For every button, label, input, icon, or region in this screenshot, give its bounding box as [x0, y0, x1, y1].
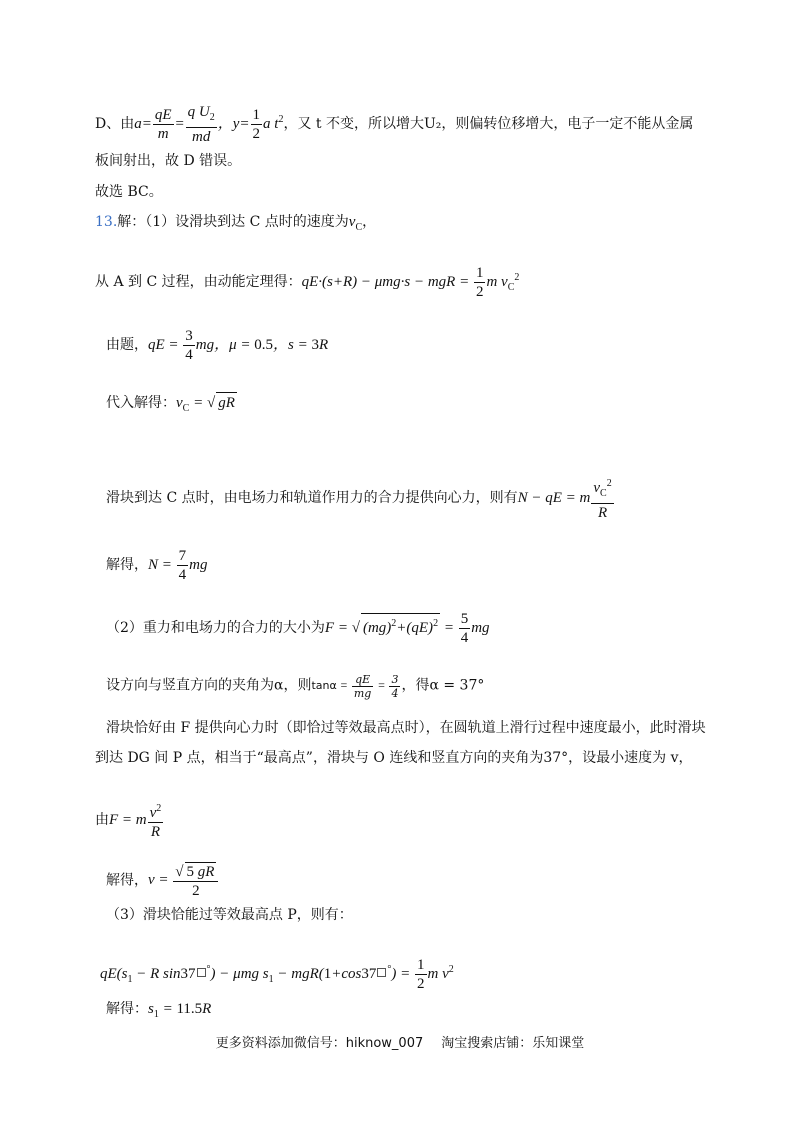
- formula-centripetal: F = m $\frac{v^2}{R}$: [109, 812, 164, 828]
- from-text: 由: [95, 811, 109, 828]
- footer-wechat: 更多资料添加微信号：hiknow_007: [215, 1036, 424, 1051]
- section-d-line1: [95, 103, 693, 146]
- part3-intro: （3）滑块恰能过等效最高点 P，则有：: [106, 907, 353, 923]
- question-number: 13.: [95, 214, 118, 230]
- solve3-text: 解得：: [106, 1001, 148, 1017]
- formula-energy: qE·(s+R) − μmg·s − mgR = $\frac{1}{2}$ m $v_C^2$: [301, 265, 520, 300]
- substitute-line: [106, 392, 237, 419]
- formula-given: qE = $\frac{3}{4}$ mg，μ = 0.5，s = 3R: [148, 328, 329, 363]
- part2-line: [106, 610, 490, 647]
- energy-eq-line: [100, 956, 454, 993]
- section-d-rest: ，又 t 不变，所以增大U₂，则偏转位移增大，电子一定不能从金属: [283, 115, 694, 132]
- formula-energy-p: $qE(s_1 - R$ sin37 °) − μmg $s_1 - mgR(1+\cos 37$ °) = $\frac{1}{2}$ m $v^2$: [100, 957, 454, 992]
- p-text-line1: 滑块恰好由 F 提供向心力时（即恰过等效最高点时），在圆轨道上滑行过程中速度最小，此时滑块: [106, 720, 706, 736]
- energy-theorem-line: [95, 264, 519, 301]
- formula-s1: $s_1 = 11.5R$: [148, 1001, 212, 1020]
- formula-n-result: N = $\frac{7}{4}$ mg: [148, 548, 208, 583]
- given-line: [106, 327, 328, 364]
- formula-acceleration: a= $\frac{qE}{m}$ = $\frac{q U_2}{md}$ ，y= $\frac{1}{2}$ a $t^2$: [134, 104, 284, 145]
- solve1-text: 解得，: [106, 556, 148, 573]
- from-line: [95, 800, 164, 841]
- footer-shop: 淘宝搜索店铺：乐知课堂: [441, 1036, 585, 1051]
- section-d-line2: 板间射出，故 D 错误。: [95, 153, 242, 169]
- angle-text: 设方向与竖直方向的夹角为α，则: [106, 677, 312, 694]
- q13-part1-intro: 13.解：（1）设滑块到达 C 点时的速度为$v_C$，: [95, 214, 377, 233]
- substitute-text: 代入解得：: [106, 395, 176, 411]
- part1-intro-text: 解：（1）设滑块到达 C 点时的速度为: [117, 214, 349, 230]
- solve1-line: [106, 547, 207, 584]
- part2-intro: （2）重力和电场力的合力的大小为: [106, 619, 325, 636]
- section-d-prefix: D、由: [95, 115, 135, 132]
- formula-resultant-force: F = √ (mg)$^2$+(qE)$^2$ = $\frac{5}{4}$ mg: [324, 611, 490, 646]
- section-d-conclusion: 故选 BC。: [95, 184, 163, 200]
- at-c-line: [106, 475, 615, 522]
- given-text: 由题，: [106, 336, 148, 353]
- p-text-line2: 到达 DG 间 P 点，相当于“最高点”，滑块与 O 连线和竖直方向的夹角为37°，设最小速度为 v，: [95, 750, 693, 766]
- solve2-line: [106, 862, 219, 900]
- formula-v-min: v = $\frac{√ 5 gR}{2}$: [148, 872, 219, 888]
- formula-vc: $v_C$ = √ gR: [176, 395, 237, 411]
- formula-normal-force: N − qE = m $\frac{v_C^2}{R}$: [518, 490, 615, 506]
- formula-tan: tanα = $\frac{qE}{mg}$ = $\frac{3}{4}$: [311, 673, 399, 700]
- solve2-text: 解得，: [106, 872, 148, 889]
- angle-line: [106, 673, 484, 700]
- footer: [0, 1032, 800, 1051]
- solve3-line: [106, 999, 211, 1025]
- angle-result: ，得α = 37°: [401, 677, 485, 694]
- energy-text: 从 A 到 C 过程，由动能定理得：: [95, 273, 302, 290]
- at-c-text: 滑块到达 C 点时，由电场力和轨道作用力的合力提供向心力，则有: [106, 489, 518, 506]
